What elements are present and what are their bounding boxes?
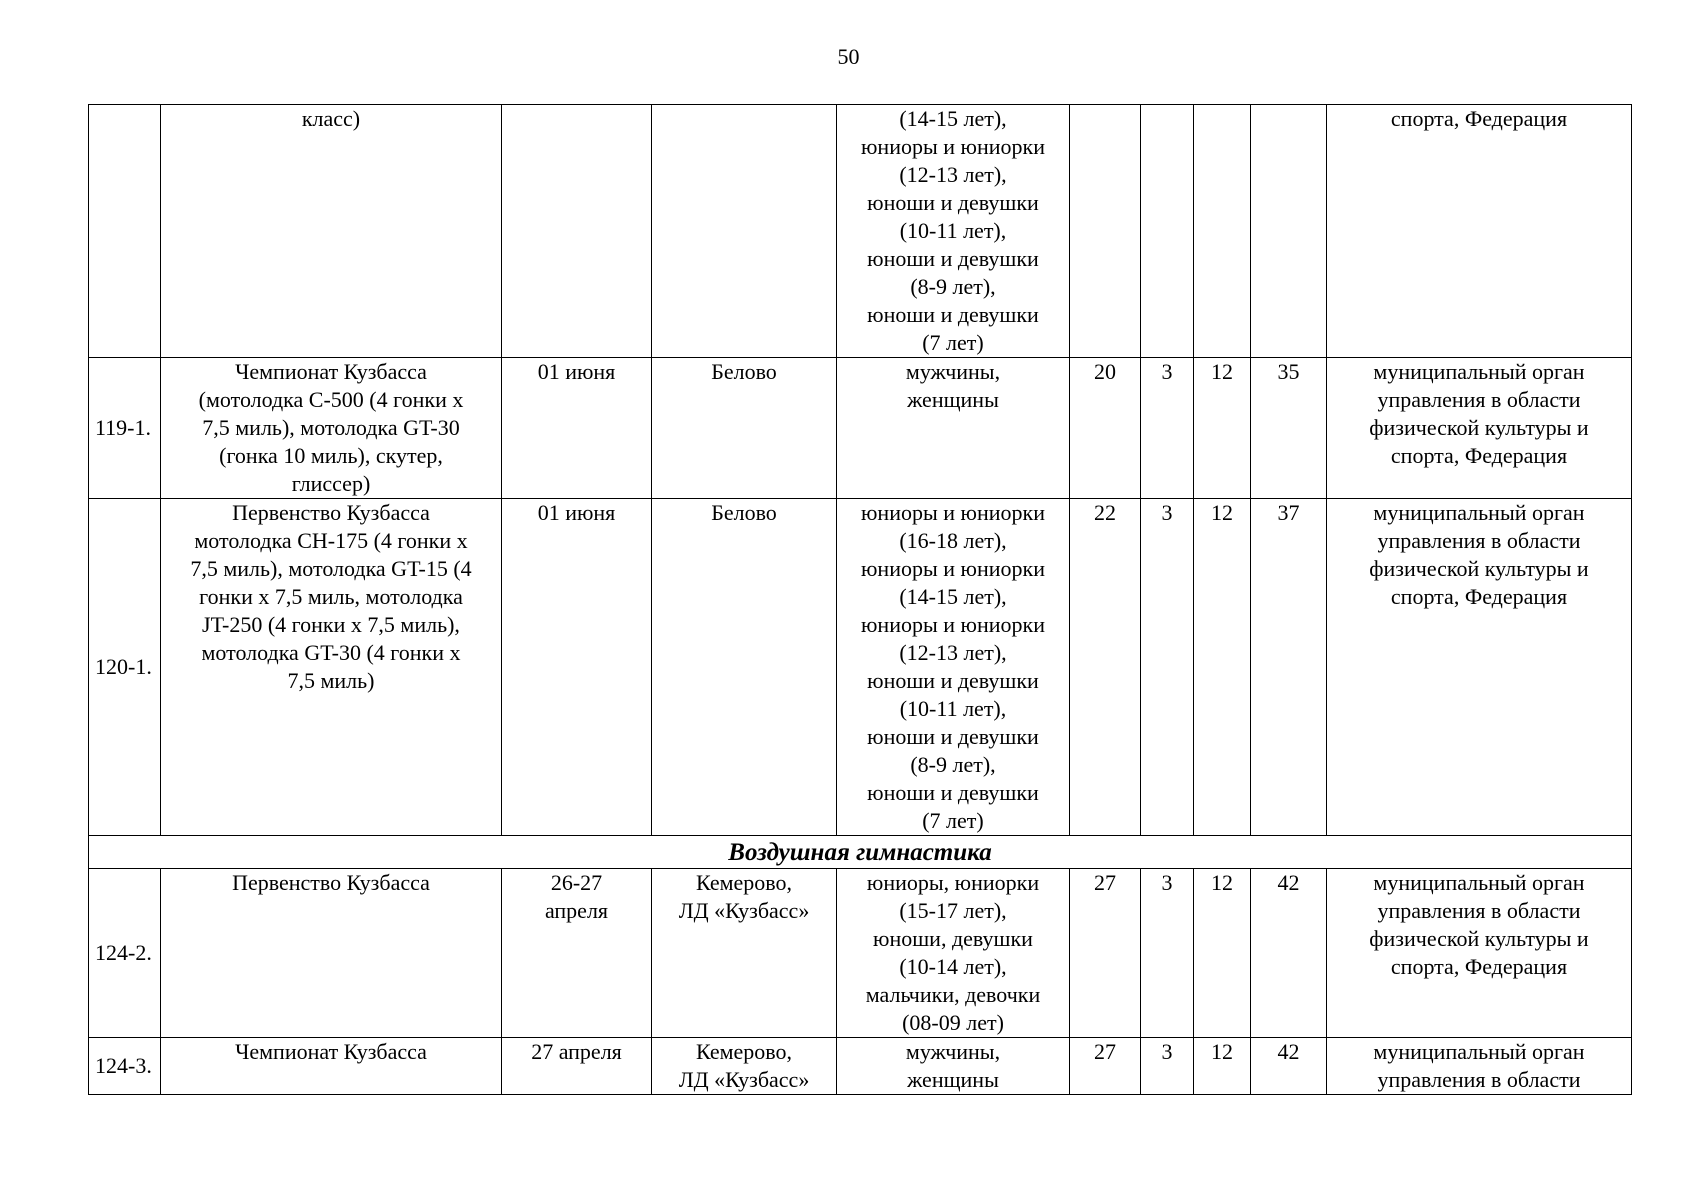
event-participants: юниоры, юниорки (15-17 лет), юноши, девушки (10-14 лет), мальчики, девочки (08-09 лет) [837,869,1070,1038]
event-name: Чемпионат Кузбасса (мотолодка С-500 (4 гонки х 7,5 миль), мотолодка GT-30 (гонка 10 миль), скутер, глиссер) [161,358,502,499]
table-row [89,105,1632,358]
count-cell: 12 [1194,869,1251,1038]
table-row [89,1038,1632,1095]
event-name: Первенство Кузбасса мотолодка СН-175 (4 гонки х 7,5 миль), мотолодка GT-15 (4 гонки х 7,5 миль, мотолодка JT-250 (4 гонки х 7,5 миль), мотолодка GT-30 (4 гонки х 7,5 миль) [161,499,502,836]
section-heading: Воздушная гимнастика [89,836,1632,869]
event-date [502,105,652,358]
event-date: 01 июня [502,499,652,836]
event-participants: мужчины, женщины [837,358,1070,499]
event-number: 124-3. [89,1038,161,1095]
section-row [89,836,1632,869]
count-cell: 22 [1070,499,1141,836]
table-row [89,358,1632,499]
count-cell: 27 [1070,1038,1141,1095]
event-date: 26-27 апреля [502,869,652,1038]
event-date: 27 апреля [502,1038,652,1095]
event-number: 120-1. [89,499,161,836]
table-row [89,499,1632,836]
count-cell: 20 [1070,358,1141,499]
event-date: 01 июня [502,358,652,499]
event-number: 124-2. [89,869,161,1038]
event-number: 119-1. [89,358,161,499]
event-organizer: муниципальный орган управления в области физической культуры и спорта, Федерация [1327,869,1632,1038]
count-cell: 37 [1251,499,1327,836]
event-place [652,105,837,358]
event-organizer: спорта, Федерация [1327,105,1632,358]
count-cell: 12 [1194,358,1251,499]
count-cell [1251,105,1327,358]
event-name: Чемпионат Кузбасса [161,1038,502,1095]
table-row [89,869,1632,1038]
count-cell: 12 [1194,1038,1251,1095]
event-organizer: муниципальный орган управления в области физической культуры и спорта, Федерация [1327,358,1632,499]
count-cell: 35 [1251,358,1327,499]
count-cell: 3 [1141,869,1194,1038]
count-cell: 3 [1141,358,1194,499]
event-place: Кемерово, ЛД «Кузбасс» [652,869,837,1038]
event-participants: (14-15 лет), юниоры и юниорки (12-13 лет), юноши и девушки (10-11 лет), юноши и девушки (8-9 лет), юноши и девушки (7 лет) [837,105,1070,358]
event-participants: юниоры и юниорки (16-18 лет), юниоры и юниорки (14-15 лет), юниоры и юниорки (12-13 лет), юноши и девушки (10-11 лет), юноши и девушки (8-9 лет), юноши и девушки (7 лет) [837,499,1070,836]
event-name: класс) [161,105,502,358]
count-cell: 27 [1070,869,1141,1038]
count-cell: 3 [1141,499,1194,836]
event-place: Белово [652,358,837,499]
count-cell: 3 [1141,1038,1194,1095]
page-number: 50 [837,44,860,69]
count-cell [1194,105,1251,358]
event-place: Кемерово, ЛД «Кузбасс» [652,1038,837,1095]
event-number [89,105,161,358]
event-organizer: муниципальный орган управления в области физической культуры и спорта, Федерация [1327,499,1632,836]
count-cell [1141,105,1194,358]
events-table [88,104,1632,1095]
event-organizer: муниципальный орган управления в области [1327,1038,1632,1095]
count-cell [1070,105,1141,358]
event-place: Белово [652,499,837,836]
count-cell: 12 [1194,499,1251,836]
count-cell: 42 [1251,1038,1327,1095]
event-participants: мужчины, женщины [837,1038,1070,1095]
event-name: Первенство Кузбасса [161,869,502,1038]
count-cell: 42 [1251,869,1327,1038]
